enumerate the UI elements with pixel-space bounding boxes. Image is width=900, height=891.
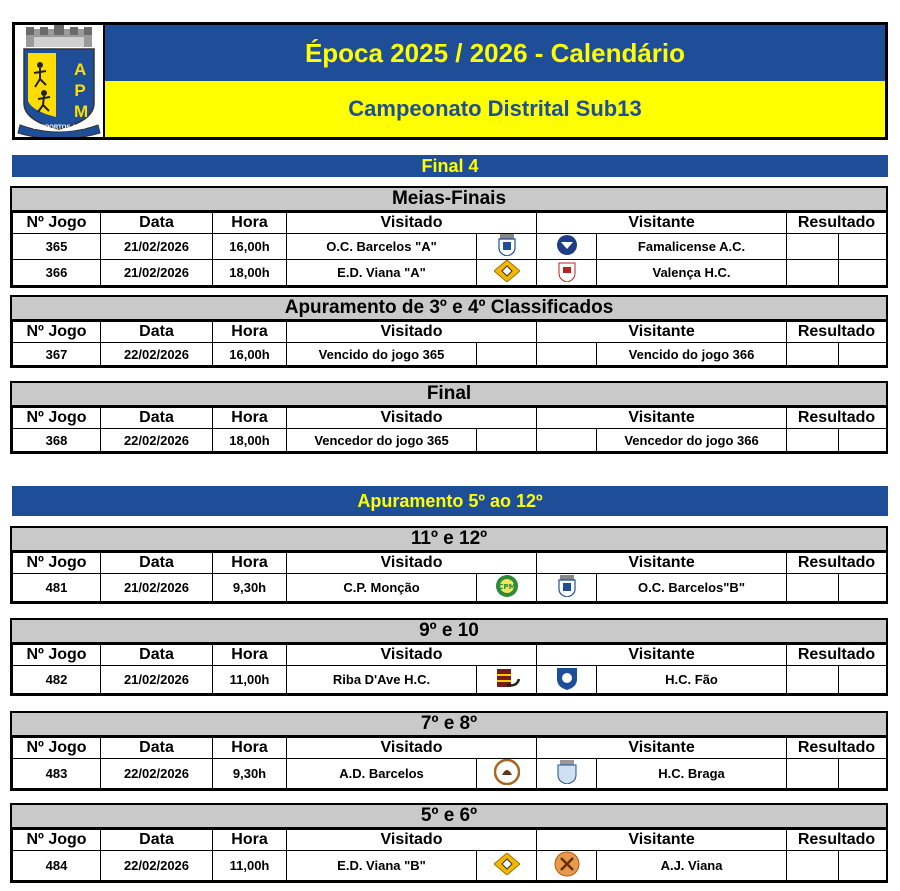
game-time: 18,00h [213, 429, 287, 452]
col-header-hora: Hora [213, 738, 287, 759]
game-time: 16,00h [213, 343, 287, 366]
hc-fao-crest-icon [556, 666, 578, 693]
col-header-visitado: Visitado [287, 645, 537, 666]
famalicense-crest-icon [556, 234, 578, 259]
game-time: 18,00h [213, 260, 287, 286]
result-away [839, 666, 887, 694]
game-date: 21/02/2026 [101, 574, 213, 602]
col-header-visitante: Visitante [537, 408, 787, 429]
games-table [12, 644, 887, 694]
table-row [13, 851, 887, 881]
col-header-resultado: Resultado [787, 830, 887, 851]
home-team-logo [477, 574, 537, 602]
home-team: Vencedor do jogo 365 [287, 429, 477, 452]
game-number: 483 [13, 759, 101, 789]
logo-letters [68, 59, 92, 122]
col-header-data: Data [101, 645, 213, 666]
table-row [13, 574, 887, 602]
ad-barcelos-crest-icon [494, 759, 520, 788]
block-title: Apuramento de 3º e 4º Classificados [12, 297, 886, 321]
away-team-logo [537, 234, 597, 260]
col-header-jogo: Nº Jogo [13, 645, 101, 666]
away-team-logo [537, 759, 597, 789]
col-header-data: Data [101, 738, 213, 759]
block-title: 9º e 10 [12, 620, 886, 644]
result-home [787, 574, 839, 602]
home-team-logo [477, 851, 537, 881]
col-header-resultado: Resultado [787, 738, 887, 759]
result-away [839, 343, 887, 366]
away-team: A.J. Viana [597, 851, 787, 881]
col-header-jogo: Nº Jogo [13, 408, 101, 429]
col-header-data: Data [101, 213, 213, 234]
result-home [787, 260, 839, 286]
col-header-jogo: Nº Jogo [13, 830, 101, 851]
result-away [839, 574, 887, 602]
result-home [787, 343, 839, 366]
col-header-visitante: Visitante [537, 830, 787, 851]
col-header-resultado: Resultado [787, 213, 887, 234]
result-home [787, 759, 839, 789]
table-header-row [13, 322, 887, 343]
away-team: Vencido do jogo 366 [597, 343, 787, 366]
section-title-apuramento: Apuramento 5º ao 12º [12, 486, 888, 516]
col-header-hora: Hora [213, 553, 287, 574]
game-number: 365 [13, 234, 101, 260]
aj-viana-crest-icon [554, 851, 580, 880]
away-team-logo [537, 666, 597, 694]
col-header-data: Data [101, 553, 213, 574]
svg-text:CPM: CPM [497, 583, 516, 591]
game-date: 22/02/2026 [101, 429, 213, 452]
games-table [12, 407, 887, 452]
home-team: Vencido do jogo 365 [287, 343, 477, 366]
result-away [839, 260, 887, 286]
result-away [839, 429, 887, 452]
away-team: Vencedor do jogo 366 [597, 429, 787, 452]
col-header-visitante: Visitante [537, 738, 787, 759]
game-time: 9,30h [213, 574, 287, 602]
col-header-jogo: Nº Jogo [13, 738, 101, 759]
result-home [787, 429, 839, 452]
col-header-resultado: Resultado [787, 553, 887, 574]
games-table [12, 829, 887, 881]
col-header-data: Data [101, 408, 213, 429]
game-number: 482 [13, 666, 101, 694]
game-number: 368 [13, 429, 101, 452]
table-header-row [13, 830, 887, 851]
away-team: O.C. Barcelos"B" [597, 574, 787, 602]
result-away [839, 234, 887, 260]
home-team: E.D. Viana "B" [287, 851, 477, 881]
block-title: 7º e 8º [12, 713, 886, 737]
home-team: E.D. Viana "A" [287, 260, 477, 286]
game-number: 367 [13, 343, 101, 366]
ed-viana-crest-icon [494, 853, 520, 878]
away-team-logo [537, 429, 597, 452]
result-home [787, 234, 839, 260]
block-apuramento-3-4 [10, 295, 888, 368]
game-time: 9,30h [213, 759, 287, 789]
game-time: 16,00h [213, 234, 287, 260]
page-title: Época 2025 / 2026 - Calendário [105, 25, 885, 81]
block-9-10 [10, 618, 888, 696]
table-header-row [13, 553, 887, 574]
table-row [13, 260, 887, 286]
col-header-visitado: Visitado [287, 408, 537, 429]
section-title-final4: Final 4 [12, 155, 888, 177]
col-header-hora: Hora [213, 645, 287, 666]
col-header-resultado: Resultado [787, 645, 887, 666]
home-team: A.D. Barcelos [287, 759, 477, 789]
table-row [13, 759, 887, 789]
away-team: H.C. Braga [597, 759, 787, 789]
table-header-row [13, 408, 887, 429]
apm-logo [15, 25, 103, 137]
block-meias-finais [10, 186, 888, 288]
game-time: 11,00h [213, 666, 287, 694]
page-subtitle: Campeonato Distrital Sub13 [105, 81, 885, 137]
home-team-logo [477, 666, 537, 694]
home-team-logo [477, 260, 537, 286]
col-header-hora: Hora [213, 408, 287, 429]
col-header-hora: Hora [213, 322, 287, 343]
result-away [839, 759, 887, 789]
home-team: O.C. Barcelos "A" [287, 234, 477, 260]
away-team-logo [537, 260, 597, 286]
col-header-jogo: Nº Jogo [13, 213, 101, 234]
away-team: Famalicense A.C. [597, 234, 787, 260]
home-team-logo [477, 343, 537, 366]
riba-dave-crest-icon [493, 667, 521, 692]
col-header-resultado: Resultado [787, 322, 887, 343]
game-date: 21/02/2026 [101, 234, 213, 260]
col-header-visitante: Visitante [537, 553, 787, 574]
block-title: 5º e 6º [12, 805, 886, 829]
block-7-8 [10, 711, 888, 791]
header-titles [103, 25, 885, 137]
away-team: Valença H.C. [597, 260, 787, 286]
games-table [12, 552, 887, 602]
col-header-data: Data [101, 830, 213, 851]
table-row [13, 234, 887, 260]
games-table [12, 737, 887, 789]
game-date: 21/02/2026 [101, 260, 213, 286]
col-header-visitante: Visitante [537, 322, 787, 343]
col-header-visitado: Visitado [287, 322, 537, 343]
hc-braga-crest-icon [557, 760, 577, 787]
table-row [13, 343, 887, 366]
result-away [839, 851, 887, 881]
games-table [12, 321, 887, 366]
game-number: 366 [13, 260, 101, 286]
col-header-visitado: Visitado [287, 738, 537, 759]
game-date: 22/02/2026 [101, 343, 213, 366]
block-title: Final [12, 383, 886, 407]
home-team-logo [477, 759, 537, 789]
game-date: 21/02/2026 [101, 666, 213, 694]
table-row [13, 429, 887, 452]
col-header-data: Data [101, 322, 213, 343]
block-final [10, 381, 888, 454]
logo-ribbon-text: DESPORTOS APM [32, 125, 86, 131]
table-header-row [13, 213, 887, 234]
result-home [787, 851, 839, 881]
games-table [12, 212, 887, 286]
table-header-row [13, 738, 887, 759]
logo-text: APM [74, 60, 89, 121]
col-header-visitado: Visitado [287, 553, 537, 574]
game-time: 11,00h [213, 851, 287, 881]
game-date: 22/02/2026 [101, 759, 213, 789]
table-row [13, 666, 887, 694]
home-team-logo [477, 234, 537, 260]
game-date: 22/02/2026 [101, 851, 213, 881]
game-number: 481 [13, 574, 101, 602]
table-header-row [13, 645, 887, 666]
ed-viana-crest-icon [494, 260, 520, 285]
valenca-crest-icon [558, 260, 576, 285]
away-team-logo [537, 343, 597, 366]
col-header-hora: Hora [213, 213, 287, 234]
col-header-visitante: Visitante [537, 645, 787, 666]
cp-moncao-crest-icon [495, 574, 519, 601]
col-header-visitado: Visitado [287, 213, 537, 234]
block-title: 11º e 12º [12, 528, 886, 552]
home-team: C.P. Monção [287, 574, 477, 602]
game-number: 484 [13, 851, 101, 881]
page-header [12, 22, 888, 140]
block-title: Meias-Finais [12, 188, 886, 212]
home-team-logo [477, 429, 537, 452]
block-11-12 [10, 526, 888, 604]
home-team: Riba D'Ave H.C. [287, 666, 477, 694]
away-team-logo [537, 574, 597, 602]
block-5-6 [10, 803, 888, 883]
col-header-jogo: Nº Jogo [13, 322, 101, 343]
col-header-jogo: Nº Jogo [13, 553, 101, 574]
col-header-hora: Hora [213, 830, 287, 851]
ocb-crest-icon [558, 575, 576, 600]
col-header-visitante: Visitante [537, 213, 787, 234]
away-team-logo [537, 851, 597, 881]
ocb-crest-icon [498, 234, 516, 259]
away-team: H.C. Fão [597, 666, 787, 694]
col-header-resultado: Resultado [787, 408, 887, 429]
result-home [787, 666, 839, 694]
col-header-visitado: Visitado [287, 830, 537, 851]
